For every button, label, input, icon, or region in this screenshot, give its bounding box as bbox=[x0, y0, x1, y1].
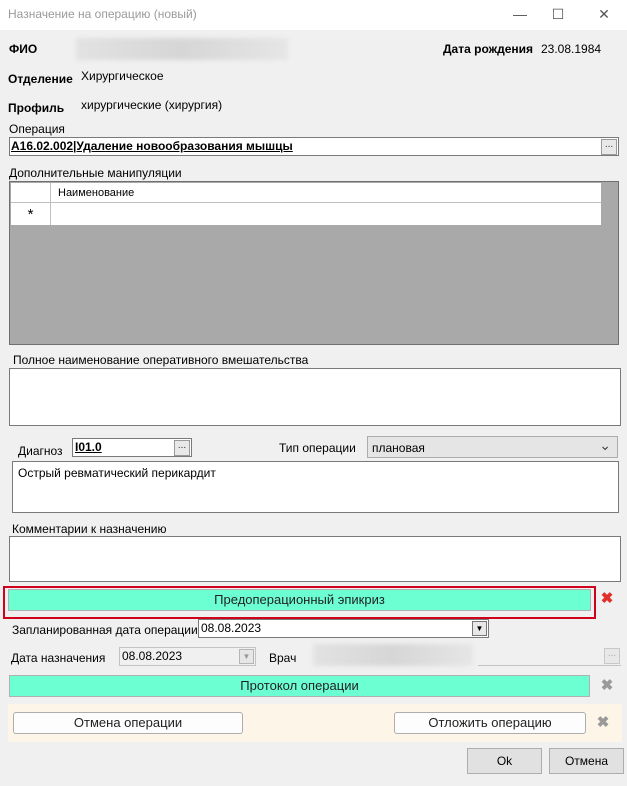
close-button[interactable]: ✕ bbox=[598, 6, 610, 22]
postpone-operation-button[interactable]: Отложить операцию bbox=[394, 712, 586, 734]
assign-date-value: 08.08.2023 bbox=[122, 649, 183, 663]
ok-button[interactable]: Ok bbox=[467, 748, 542, 774]
doctor-value-redacted bbox=[313, 644, 473, 666]
operation-browse-button[interactable]: ... bbox=[601, 139, 617, 155]
protocol-delete-icon: ✖ bbox=[600, 677, 614, 694]
birth-date-value: 23.08.1984 bbox=[541, 42, 602, 56]
protocol-button[interactable]: Протокол операции bbox=[9, 675, 590, 697]
diagnosis-browse-button[interactable]: ... bbox=[174, 440, 190, 456]
op-type-value: плановая bbox=[372, 441, 425, 455]
doctor-browse-button: ... bbox=[604, 648, 620, 664]
planned-date-value: 08.08.2023 bbox=[201, 621, 262, 635]
diagnosis-code-field[interactable] bbox=[72, 438, 192, 457]
postpone-delete-icon: ✖ bbox=[596, 714, 610, 731]
birth-date-label: Дата рождения bbox=[443, 42, 534, 56]
department-value: Хирургическое bbox=[81, 69, 164, 83]
comments-textarea[interactable] bbox=[9, 536, 621, 582]
epicrisis-delete-icon[interactable]: ✖ bbox=[600, 590, 614, 607]
op-type-label: Тип операции bbox=[279, 441, 356, 455]
profile-label: Профиль bbox=[8, 101, 65, 115]
maximize-button[interactable]: ☐ bbox=[551, 6, 565, 22]
full-name-label: Полное наименование оперативного вмешательства bbox=[13, 353, 309, 367]
new-row-cell[interactable] bbox=[51, 203, 601, 225]
cancel-button[interactable]: Отмена bbox=[549, 748, 624, 774]
diagnosis-code-value: I01.0 bbox=[75, 440, 102, 454]
grid-corner-cell bbox=[11, 183, 51, 203]
planned-date-label: Запланированная дата операции bbox=[12, 623, 198, 637]
full-name-textarea[interactable] bbox=[9, 368, 621, 426]
diagnosis-label: Диагноз bbox=[18, 444, 63, 458]
comments-label: Комментарии к назначению bbox=[12, 522, 167, 536]
assign-date-dropdown-icon: ▼ bbox=[239, 649, 254, 664]
profile-value: хирургические (хирургия) bbox=[81, 98, 223, 112]
operation-label: Операция bbox=[9, 122, 65, 136]
diagnosis-text-value: Острый ревматический перикардит bbox=[18, 466, 216, 480]
title-bar bbox=[0, 0, 627, 30]
assign-date-picker bbox=[119, 647, 256, 666]
planned-date-picker[interactable] bbox=[198, 619, 489, 638]
chevron-down-icon: ⌄ bbox=[599, 437, 611, 453]
fio-value-redacted bbox=[76, 38, 288, 60]
grid-header-name[interactable] bbox=[51, 183, 601, 203]
minimize-button[interactable]: — bbox=[513, 6, 527, 22]
diagnosis-text-field[interactable] bbox=[12, 461, 619, 513]
window-title: Назначение на операцию (новый) bbox=[8, 7, 197, 21]
doctor-field bbox=[478, 647, 621, 666]
department-label: Отделение bbox=[8, 72, 73, 86]
doctor-label: Врач bbox=[269, 651, 297, 665]
operation-value: A16.02.002|Удаление новообразования мышцы bbox=[11, 139, 293, 153]
manipulations-label: Дополнительные манипуляции bbox=[9, 166, 182, 180]
op-type-select[interactable] bbox=[367, 436, 618, 458]
new-row-marker: * bbox=[11, 203, 51, 225]
grid-header-name-label: Наименование bbox=[58, 187, 135, 199]
epicrisis-button[interactable]: Предоперационный эпикриз bbox=[8, 589, 591, 611]
fio-label: ФИО bbox=[9, 42, 38, 56]
manipulations-grid[interactable] bbox=[9, 181, 619, 345]
cancel-operation-button[interactable]: Отмена операции bbox=[13, 712, 243, 734]
assign-date-label: Дата назначения bbox=[11, 651, 106, 665]
operation-field[interactable] bbox=[9, 137, 619, 156]
planned-date-dropdown-icon[interactable]: ▼ bbox=[472, 621, 487, 636]
